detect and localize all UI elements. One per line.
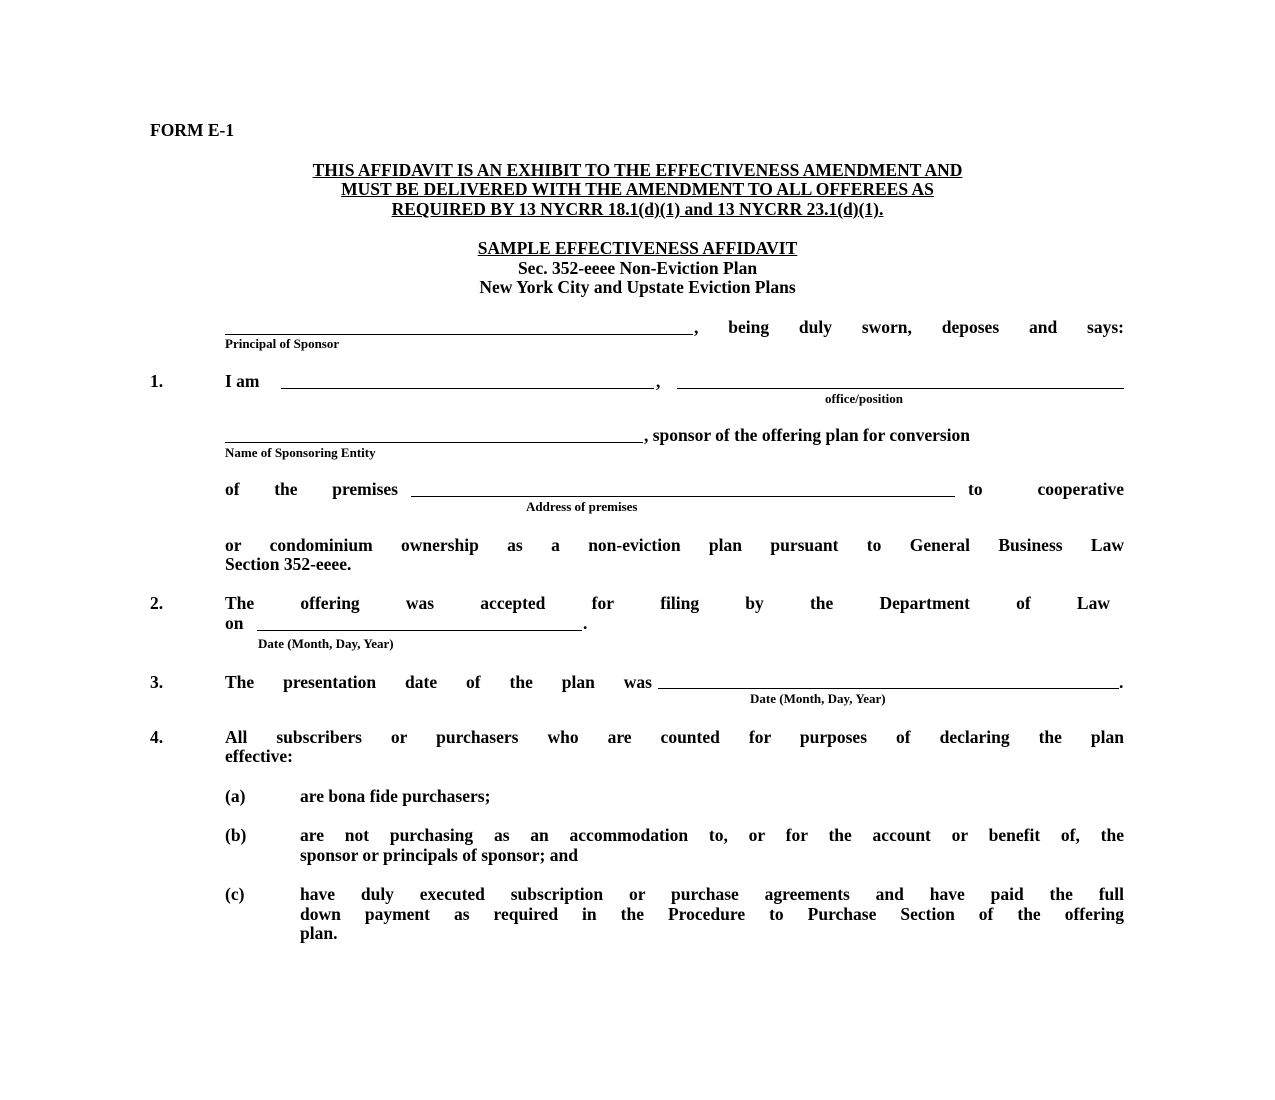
principal-of-sponsor-label: Principal of Sponsor bbox=[225, 336, 340, 351]
presentation-date-label: Date (Month, Day, Year) bbox=[750, 691, 886, 706]
item-4-line-1: All subscribers or purchasers who are counted for purposes of declaring the plan bbox=[225, 727, 1124, 747]
office-position-label: office/position bbox=[825, 391, 903, 406]
item-2-period: . bbox=[583, 613, 588, 633]
presentation-date-blank[interactable] bbox=[658, 688, 1119, 689]
name-blank[interactable] bbox=[281, 388, 654, 389]
address-of-premises-label: Address of premises bbox=[526, 499, 638, 514]
item-3-text: The presentation date of the plan was bbox=[225, 672, 652, 692]
page-title: SAMPLE EFFECTIVENESS AFFIDAVIT bbox=[477, 238, 798, 258]
notice-line-2: MUST BE DELIVERED WITH THE AMENDMENT TO ALL OFFEREES AS bbox=[341, 179, 934, 199]
item-1-paragraph-line-1: or condominium ownership as a non-eviction plan pursuant to General Business Law bbox=[225, 535, 1124, 555]
sub-item-c-line-2: down payment as required in the Procedure to Purchase Section of the offering bbox=[300, 904, 1124, 924]
principal-of-sponsor-blank[interactable] bbox=[225, 334, 693, 335]
item-1-comma: , bbox=[656, 371, 661, 391]
subtitle-statute: Sec. 352-eeee Non-Eviction Plan bbox=[517, 258, 758, 278]
intro-text: , being duly sworn, deposes and says: bbox=[694, 317, 1124, 337]
sub-item-c-letter: (c) bbox=[225, 884, 245, 904]
sub-item-b-letter: (b) bbox=[225, 825, 247, 845]
notice-line-3: REQUIRED BY 13 NYCRR 18.1(d)(1) and 13 NYCRR 23.1(d)(1). bbox=[391, 199, 884, 219]
sponsor-text: , sponsor of the offering plan for conversion bbox=[644, 425, 971, 445]
form-id: FORM E-1 bbox=[150, 120, 235, 140]
sub-item-b-line-1: are not purchasing as an accommodation to, or for the account or benefit of, the bbox=[300, 825, 1124, 845]
acceptance-date-label: Date (Month, Day, Year) bbox=[258, 636, 394, 651]
notice-line-1: THIS AFFIDAVIT IS AN EXHIBIT TO THE EFFECTIVENESS AMENDMENT AND bbox=[312, 160, 963, 180]
item-2-line-1: The offering was accepted for filing by the Department of Law bbox=[225, 593, 1110, 613]
sub-item-c-line-3: plan. bbox=[300, 923, 338, 943]
sub-item-c-line-1: have duly executed subscription or purchase agreements and have paid the full bbox=[300, 884, 1124, 904]
item-1-number: 1. bbox=[150, 371, 164, 391]
sub-item-b-line-2: sponsor or principals of sponsor; and bbox=[300, 845, 578, 865]
item-3-number: 3. bbox=[150, 672, 164, 692]
item-4-number: 4. bbox=[150, 727, 164, 747]
sub-item-a-text: are bona fide purchasers; bbox=[300, 786, 491, 806]
item-2-on: on bbox=[225, 613, 244, 633]
of-the-premises-text: of the premises bbox=[225, 479, 398, 499]
item-3-period: . bbox=[1119, 672, 1124, 692]
sub-item-a-letter: (a) bbox=[225, 786, 246, 806]
office-position-blank[interactable] bbox=[677, 388, 1124, 389]
sponsoring-entity-blank[interactable] bbox=[225, 442, 643, 443]
subtitle-plans: New York City and Upstate Eviction Plans bbox=[479, 277, 796, 297]
item-4-line-2: effective: bbox=[225, 746, 293, 766]
to-cooperative-text: to cooperative bbox=[968, 479, 1124, 499]
acceptance-date-blank[interactable] bbox=[257, 630, 582, 631]
address-of-premises-blank[interactable] bbox=[411, 496, 955, 497]
item-2-number: 2. bbox=[150, 593, 164, 613]
item-1-paragraph-line-2: Section 352-eeee. bbox=[225, 554, 352, 574]
sponsoring-entity-label: Name of Sponsoring Entity bbox=[225, 445, 376, 460]
item-1-i-am: I am bbox=[225, 371, 260, 391]
